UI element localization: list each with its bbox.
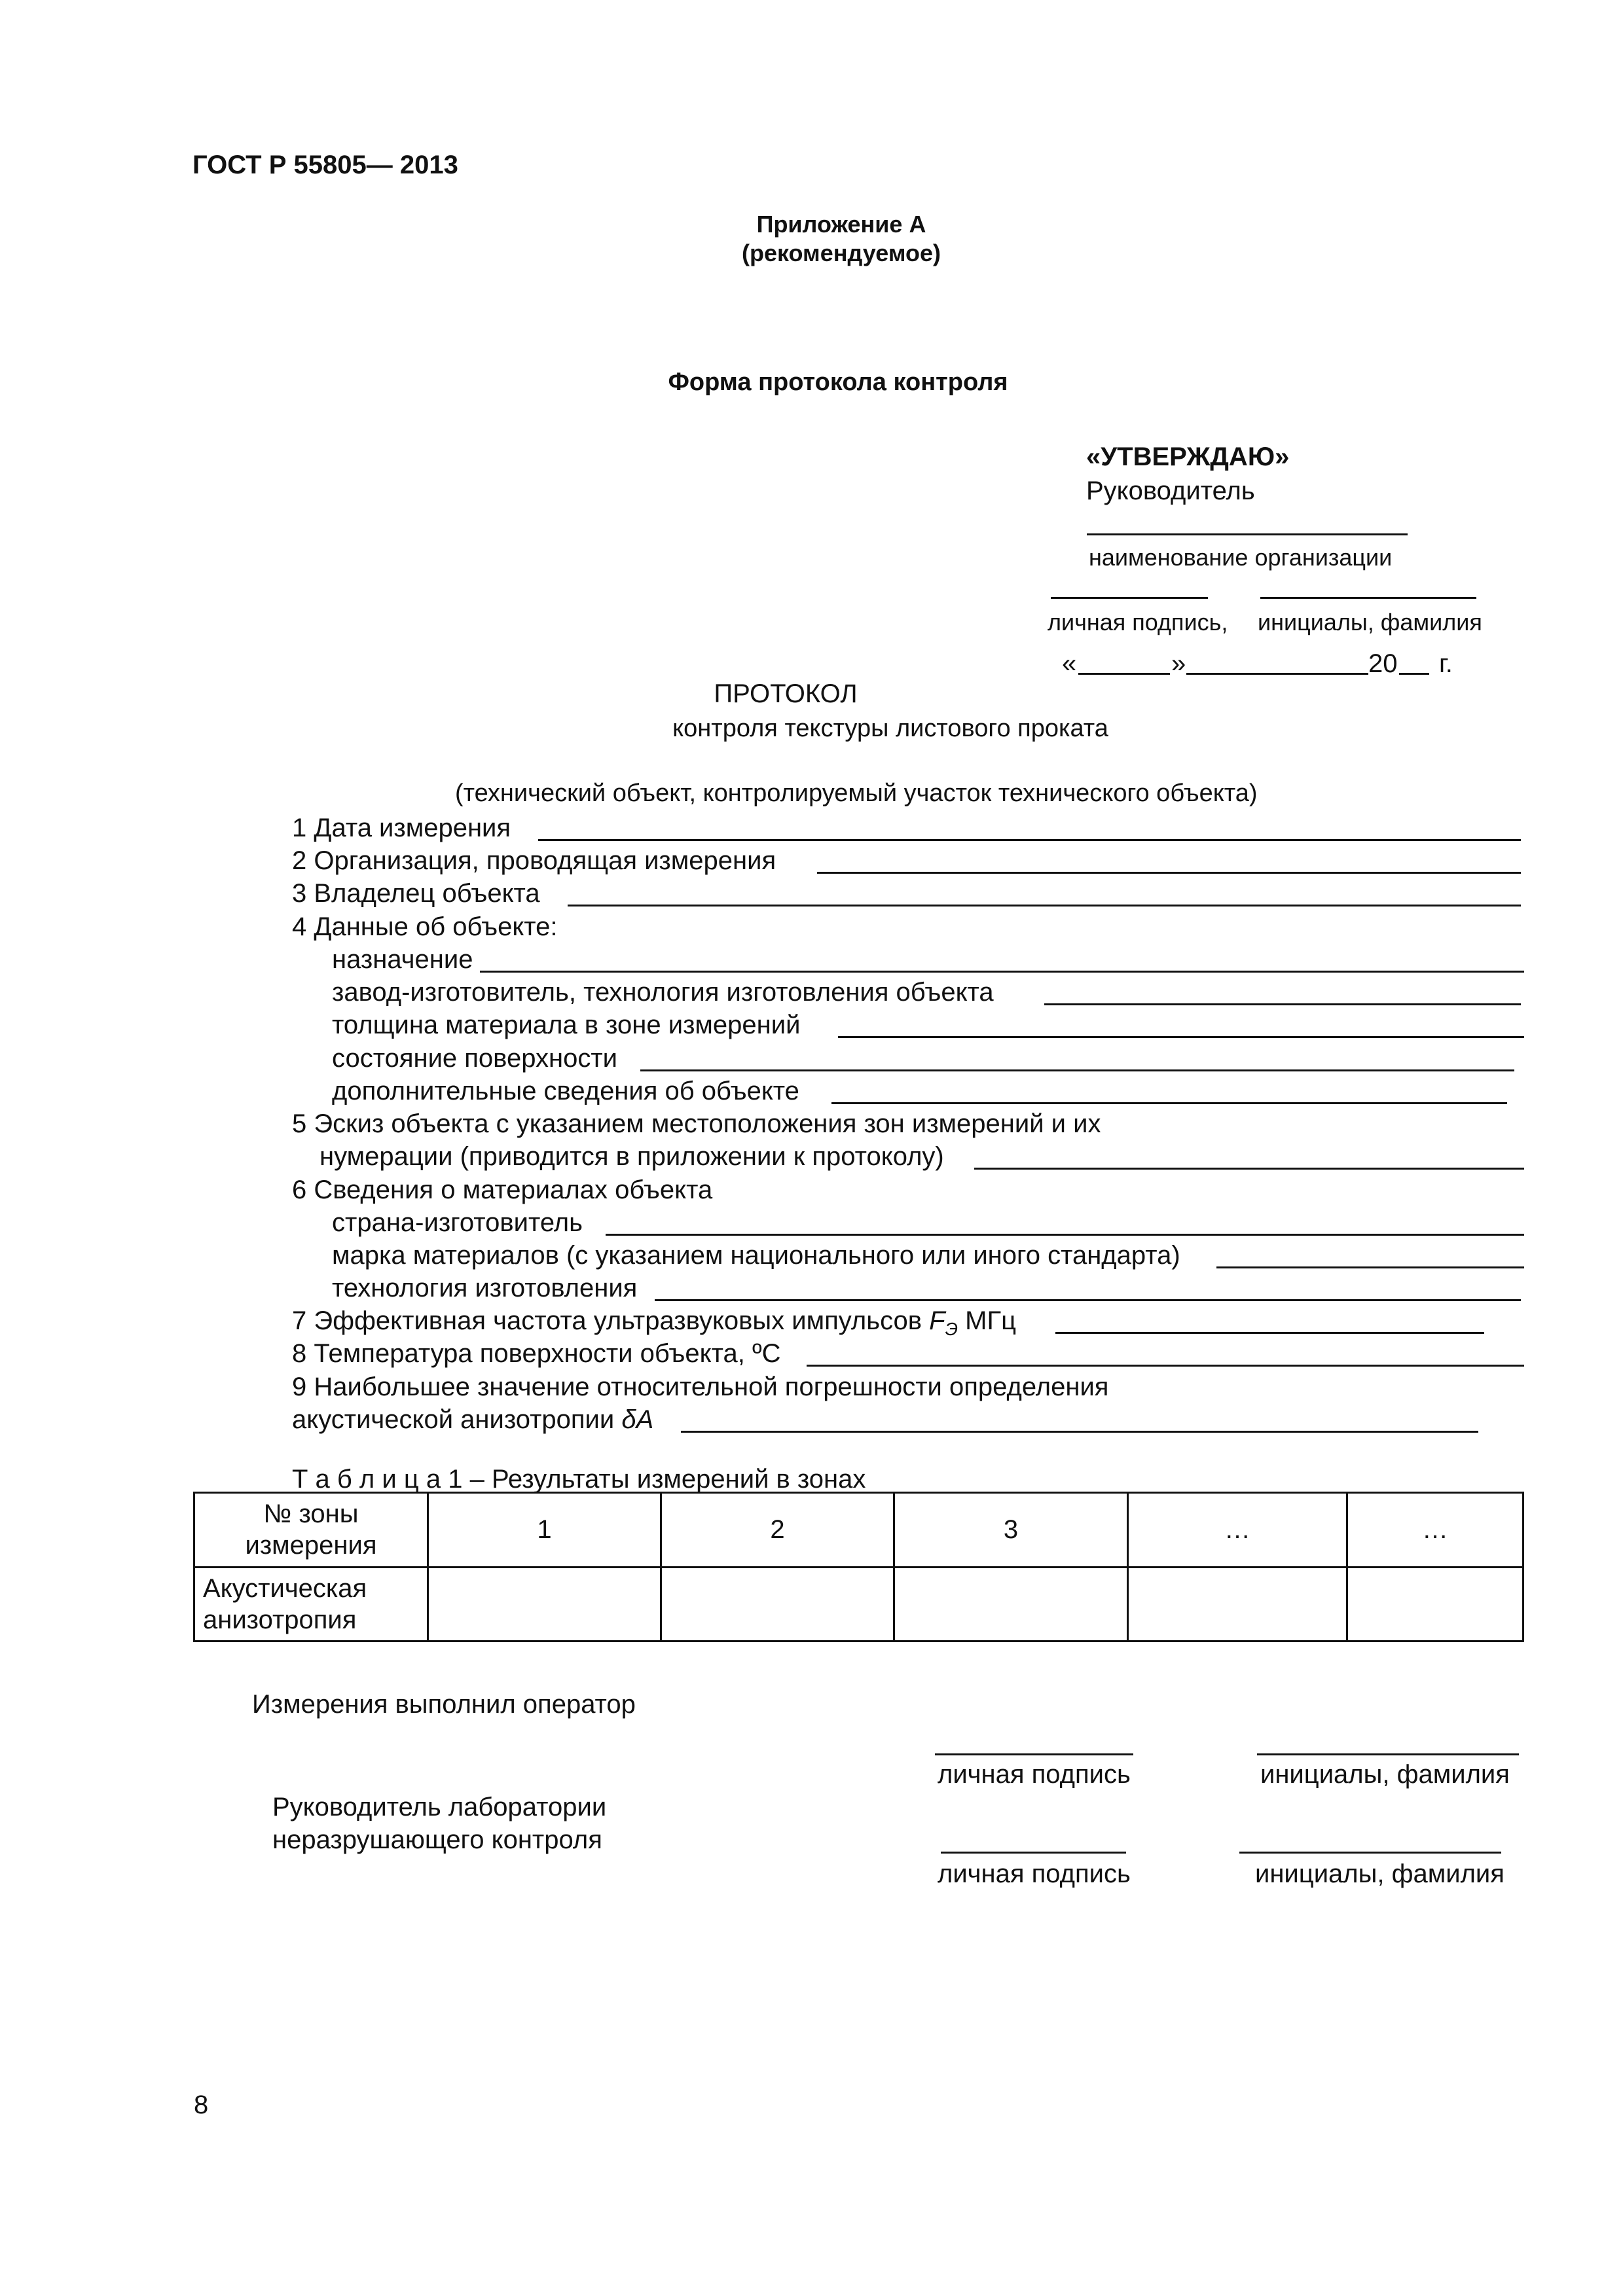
field-organization: 2 Организация, проводящая измерения — [292, 846, 776, 875]
zone-column-header: 3 — [894, 1493, 1128, 1568]
manufacturer-line[interactable] — [1044, 1003, 1521, 1005]
field-frequency — [292, 1308, 1016, 1338]
appendix-status: (рекомендуемое) — [742, 240, 941, 266]
zone-number-header: № зоны измерения — [194, 1493, 428, 1568]
date-open-quote: « — [1062, 649, 1077, 678]
surface-state-line[interactable] — [640, 1069, 1514, 1071]
field-country: страна-изготовитель — [332, 1208, 583, 1237]
field-temperature: 8 Температура поверхности объекта, ºС — [292, 1339, 781, 1368]
anisotropy-value-cell[interactable] — [894, 1567, 1128, 1641]
date-month-line[interactable] — [1186, 673, 1368, 675]
field-technology: технология изготовления — [332, 1274, 638, 1302]
lab-head-name-line[interactable] — [1239, 1852, 1501, 1854]
field-sketch-cont: нумерации (приводится в приложении к протоколу) — [319, 1142, 944, 1171]
head-label: Руководитель — [1086, 476, 1255, 505]
zone-column-header: 2 — [661, 1493, 894, 1568]
field-surface-state: состояние поверхности — [332, 1044, 618, 1073]
field-measurement-date: 1 Дата измерения — [292, 814, 511, 842]
form-title: Форма протокола контроля — [668, 368, 1008, 396]
zone-column-header: … — [1347, 1493, 1523, 1568]
operator-signature-caption: личная подпись — [938, 1760, 1131, 1789]
page-number: 8 — [194, 2090, 209, 2119]
protocol-title: ПРОТОКОЛ — [714, 679, 858, 708]
standard-code: ГОСТ Р 55805— 2013 — [192, 151, 458, 179]
lab-head-label-cont: неразрушающего контроля — [272, 1825, 602, 1854]
lab-head-name-caption: инициалы, фамилия — [1255, 1859, 1504, 1888]
field-material-grade: марка материалов (с указанием национального или иного стандарта) — [332, 1241, 1180, 1270]
lab-head-label: Руководитель лаборатории — [272, 1793, 607, 1821]
frequency-subscript: Э — [945, 1319, 958, 1339]
field-error: 9 Наибольшее значение относительной погрешности определения — [292, 1372, 1109, 1401]
anisotropy-value-cell[interactable] — [1128, 1567, 1347, 1641]
field-manufacturer: завод-изготовитель, технология изготовления объекта — [332, 978, 994, 1007]
field-additional-info: дополнительные сведения об объекте — [332, 1077, 799, 1105]
anisotropy-value-cell[interactable] — [1347, 1567, 1523, 1641]
table-caption: Т а б л и ц а 1 – Результаты измерений в зонах — [292, 1465, 866, 1494]
field-purpose: назначение — [332, 945, 473, 974]
anisotropy-error-line[interactable] — [681, 1431, 1478, 1433]
operator-name-caption: инициалы, фамилия — [1260, 1760, 1510, 1789]
frequency-unit: МГц — [965, 1306, 1017, 1335]
anisotropy-label: акустической анизотропии — [292, 1405, 615, 1434]
protocol-subtitle: контроля текстуры листового проката — [672, 715, 1108, 742]
lab-head-signature-line[interactable] — [941, 1852, 1126, 1854]
date-year-line[interactable] — [1399, 673, 1429, 675]
field-anisotropy — [292, 1407, 653, 1433]
approval-signature-caption: личная подпись, — [1048, 609, 1228, 636]
organization-field-line[interactable] — [817, 872, 1521, 874]
field-object-data: 4 Данные об объекте: — [292, 912, 558, 941]
approval-signature-line[interactable] — [1051, 597, 1208, 599]
anisotropy-value-cell[interactable] — [428, 1567, 661, 1641]
material-grade-line[interactable] — [1216, 1266, 1524, 1268]
approval-name-line[interactable] — [1260, 597, 1476, 599]
measurement-date-line[interactable] — [538, 839, 1521, 841]
object-caption: (технический объект, контролируемый участок технического объекта) — [455, 780, 1258, 807]
anisotropy-value-cell[interactable] — [661, 1567, 894, 1641]
organization-caption: наименование организации — [1089, 544, 1393, 571]
appendix-title: Приложение А — [756, 211, 926, 238]
anisotropy-row-label: Акустическая анизотропия — [194, 1567, 428, 1641]
field-owner: 3 Владелец объекта — [292, 879, 540, 908]
operator-signature-line[interactable] — [935, 1753, 1133, 1755]
country-line[interactable] — [606, 1234, 1524, 1236]
results-table — [193, 1492, 1524, 1642]
sketch-line[interactable] — [974, 1168, 1524, 1170]
date-day-line[interactable] — [1078, 673, 1170, 675]
table-row — [194, 1567, 1523, 1641]
zone-column-header: 1 — [428, 1493, 661, 1568]
approve-label: «УТВЕРЖДАЮ» — [1086, 442, 1290, 471]
zone-column-header: … — [1128, 1493, 1347, 1568]
thickness-line[interactable] — [838, 1036, 1524, 1038]
owner-line[interactable] — [568, 905, 1521, 906]
frequency-symbol: F — [929, 1306, 945, 1335]
field-materials: 6 Сведения о материалах объекта — [292, 1175, 713, 1204]
frequency-label: 7 Эффективная частота ультразвуковых импульсов — [292, 1306, 922, 1335]
organization-line[interactable] — [1087, 533, 1408, 535]
operator-name-line[interactable] — [1257, 1753, 1519, 1755]
purpose-line[interactable] — [480, 971, 1524, 973]
operator-label: Измерения выполнил оператор — [252, 1690, 636, 1719]
additional-info-line[interactable] — [831, 1102, 1507, 1104]
anisotropy-symbol: δА — [621, 1405, 654, 1434]
frequency-line[interactable] — [1055, 1332, 1484, 1334]
table-header-row — [194, 1493, 1523, 1568]
field-sketch: 5 Эскиз объекта с указанием местоположения зон измерений и их — [292, 1109, 1101, 1138]
approval-name-caption: инициалы, фамилия — [1258, 609, 1482, 636]
lab-head-signature-caption: личная подпись — [938, 1859, 1131, 1888]
field-thickness: толщина материала в зоне измерений — [332, 1011, 801, 1039]
year-prefix: 20 — [1368, 649, 1398, 678]
year-suffix: г. — [1439, 649, 1453, 678]
date-close-quote: » — [1171, 649, 1186, 678]
temperature-line[interactable] — [807, 1365, 1524, 1367]
technology-line[interactable] — [655, 1299, 1521, 1301]
